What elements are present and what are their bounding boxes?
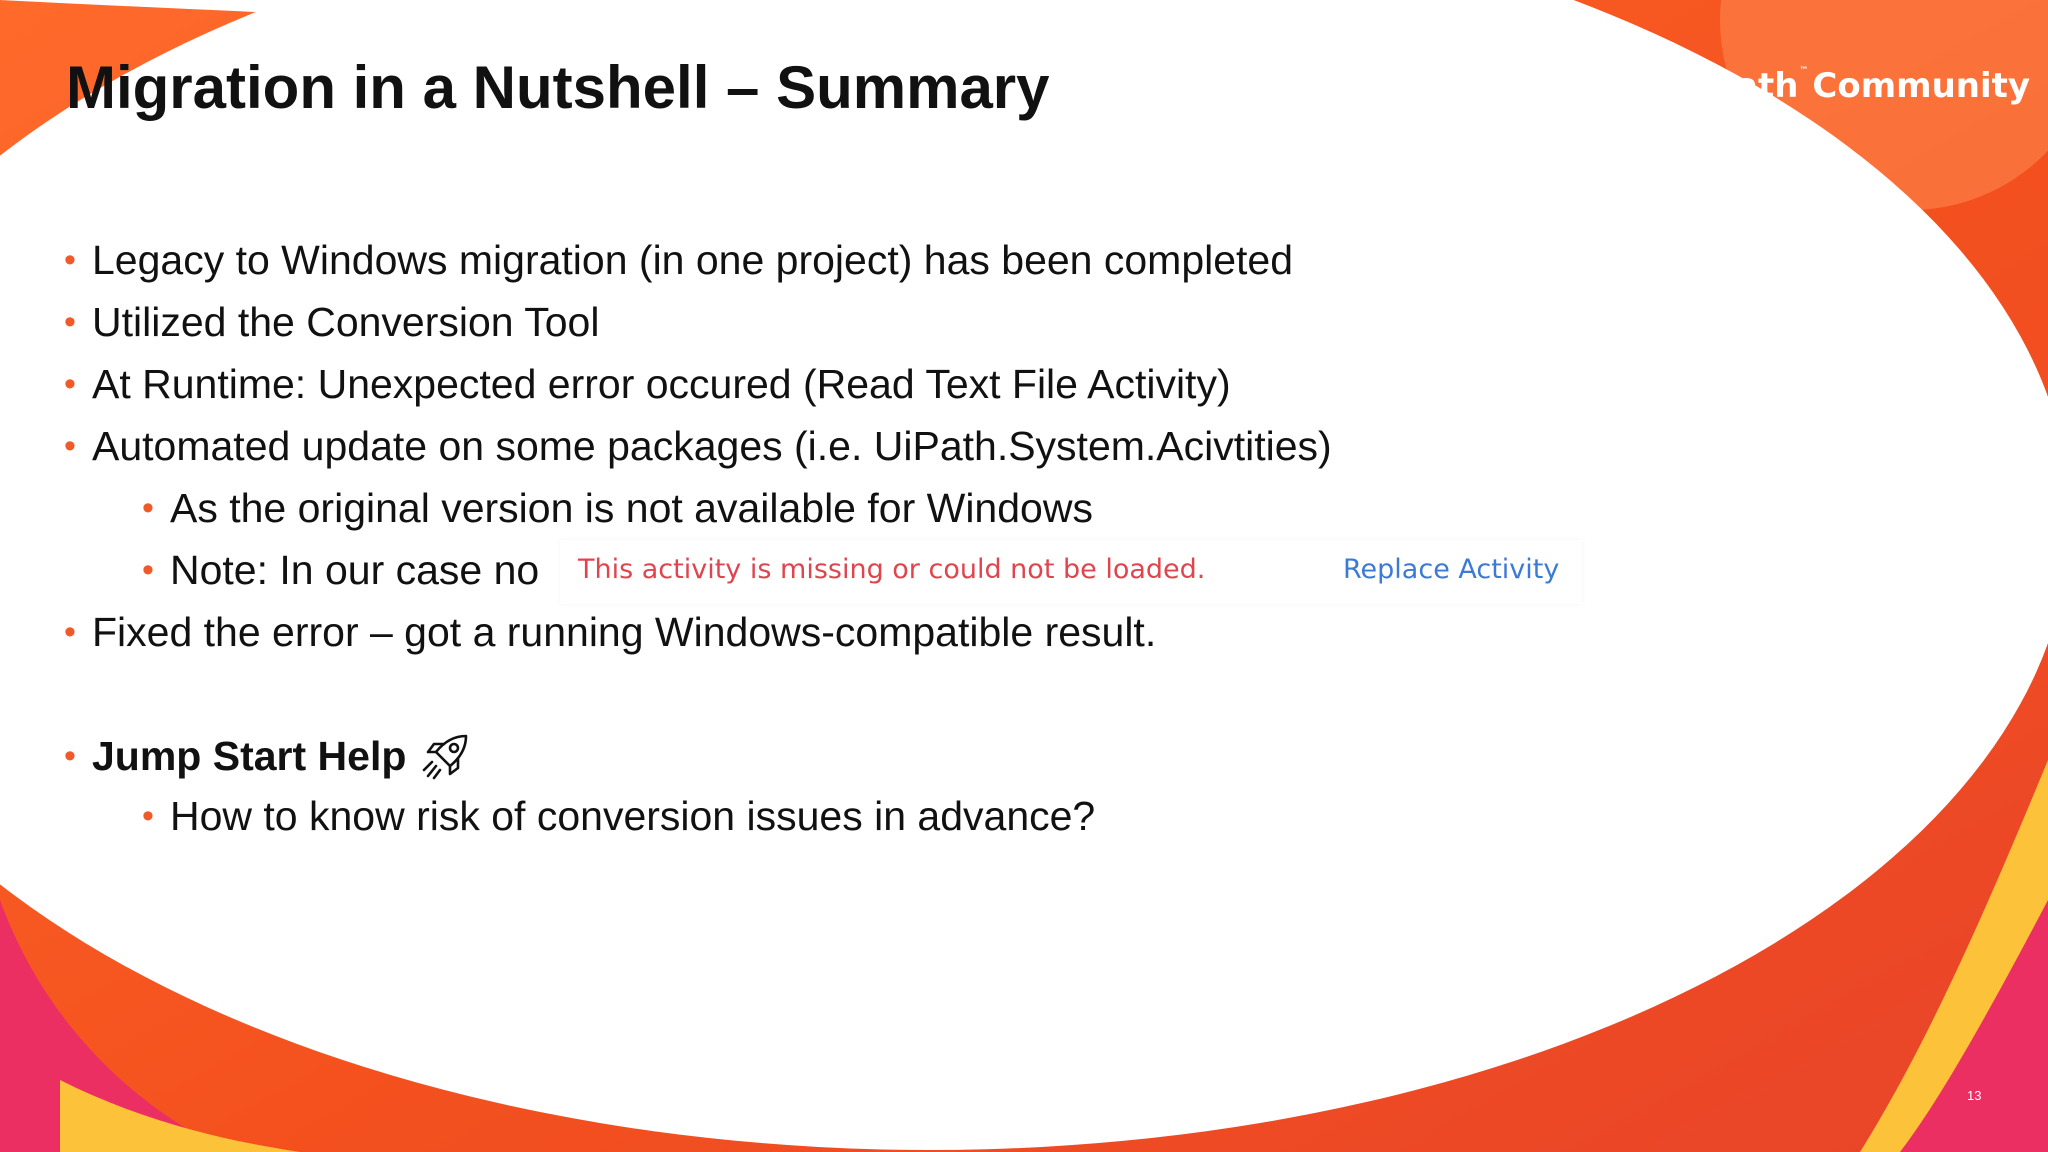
logo-path-text: Path bbox=[1711, 66, 1799, 106]
uipath-community-logo bbox=[1660, 62, 2030, 110]
bullet-text: Automated update on some packages (i.e. UiPath.System.Acivtities) bbox=[92, 423, 1332, 469]
missing-activity-screenshot bbox=[560, 540, 1582, 604]
bullet-text: At Runtime: Unexpected error occured (Read Text File Activity) bbox=[92, 361, 1231, 407]
bullet-dot-icon: • bbox=[64, 613, 76, 651]
sub-bullet-item bbox=[142, 546, 539, 594]
page-number: 13 bbox=[1967, 1088, 1982, 1103]
bullet-dot-icon: • bbox=[142, 551, 154, 589]
slide-title: Migration in a Nutshell – Summary bbox=[66, 54, 1050, 121]
bullet-dot-icon: • bbox=[64, 737, 76, 775]
bullet-item bbox=[64, 298, 599, 346]
logo-ui-box: Ui bbox=[1660, 62, 1706, 110]
sub-bullet-item bbox=[142, 484, 1093, 532]
bullet-item bbox=[64, 422, 1332, 470]
bullet-item bbox=[64, 730, 472, 782]
rocket-icon bbox=[420, 730, 472, 782]
bullet-dot-icon: • bbox=[142, 489, 154, 527]
bullet-text: Utilized the Conversion Tool bbox=[92, 299, 600, 345]
bullet-dot-icon: • bbox=[142, 797, 154, 835]
replace-activity-link[interactable]: Replace Activity bbox=[1343, 554, 1560, 585]
logo-community-text: Community bbox=[1812, 66, 2031, 106]
missing-activity-error-text: This activity is missing or could not be loaded. bbox=[578, 554, 1206, 585]
bullet-dot-icon: • bbox=[64, 365, 76, 403]
sub-bullet-text: How to know risk of conversion issues in advance? bbox=[170, 793, 1096, 839]
sub-bullet-item bbox=[142, 792, 1095, 840]
bullet-dot-icon: • bbox=[64, 241, 76, 279]
bullet-dot-icon: • bbox=[64, 427, 76, 465]
bullet-text: Legacy to Windows migration (in one project) has been completed bbox=[92, 237, 1294, 283]
bullet-text: Fixed the error – got a running Windows-compatible result. bbox=[92, 609, 1157, 655]
bullet-item bbox=[64, 608, 1156, 656]
bullet-text-bold: Jump Start Help bbox=[92, 733, 407, 779]
bullet-dot-icon: • bbox=[64, 303, 76, 341]
sub-bullet-text: As the original version is not available for Windows bbox=[170, 485, 1093, 531]
sub-bullet-text: Note: In our case no bbox=[170, 547, 540, 593]
logo-trademark: ™ bbox=[1799, 66, 1809, 76]
bullet-item bbox=[64, 360, 1231, 408]
bullet-item bbox=[64, 236, 1293, 284]
